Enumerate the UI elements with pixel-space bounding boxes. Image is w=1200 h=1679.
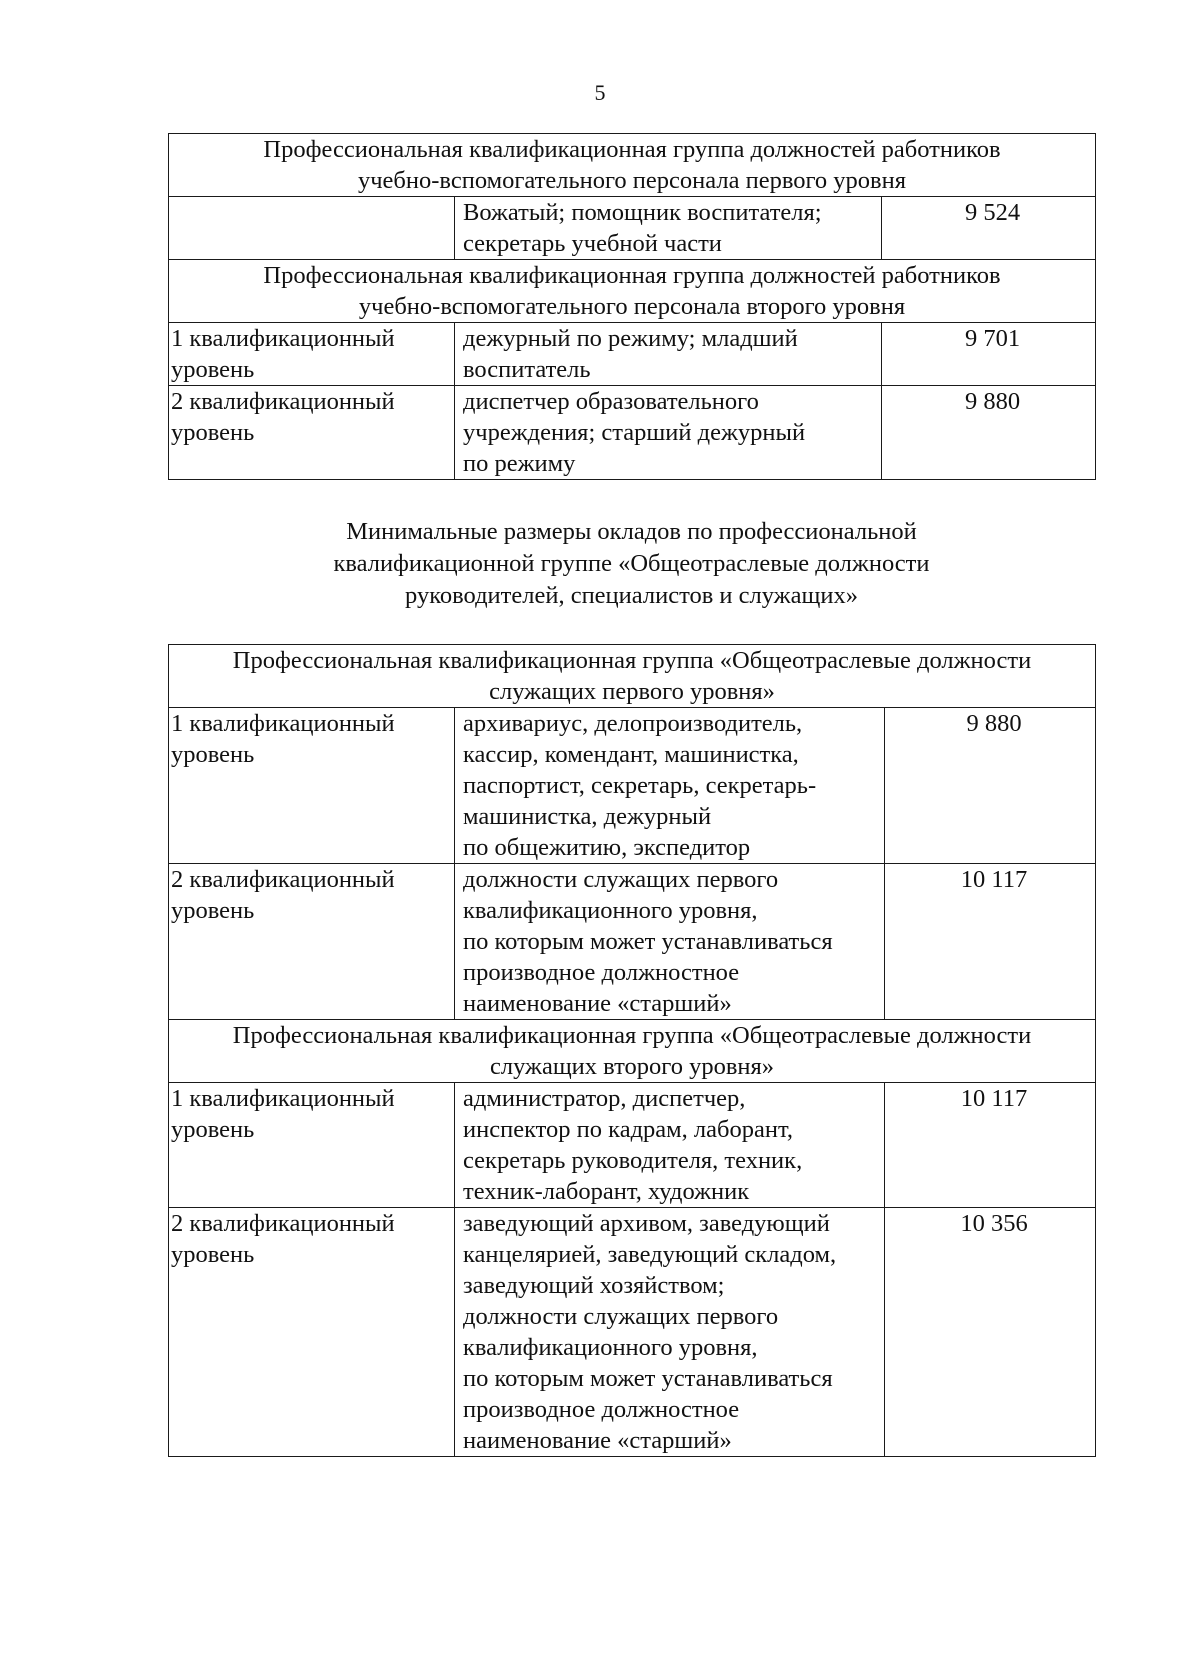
group-header-row [169, 134, 1096, 197]
level-cell: 2 квалификационный уровень [169, 864, 455, 1020]
group-header [169, 1020, 1096, 1083]
salary-cell: 10 117 [885, 864, 1096, 1020]
group-header-line: учебно-вспомогательного персонала второго уровня [358, 293, 906, 320]
salary-cell: 10 356 [885, 1208, 1096, 1457]
section-title-line: руководителей, специалистов и служащих» [405, 582, 858, 609]
positions-cell: дежурный по режиму; младший воспитатель [455, 323, 882, 386]
positions-cell: Вожатый; помощник воспитателя; секретарь учебной части [455, 197, 882, 260]
positions-cell: должности служащих первого квалификационного уровня, по которым может устанавливаться производное должностное наименование «старший» [455, 864, 885, 1020]
group-header [169, 645, 1096, 708]
group-header-row [169, 260, 1096, 323]
group-header-line: Профессиональная квалификационная группа «Общеотраслевые должности [232, 647, 1032, 674]
page-number: 5 [594, 80, 606, 105]
level-cell: 1 квалификационный уровень [169, 708, 455, 864]
level-cell: 2 квалификационный уровень [169, 1208, 455, 1457]
salary-cell: 9 524 [882, 197, 1096, 260]
salary-cell: 9 880 [885, 708, 1096, 864]
table-row [169, 1208, 1096, 1457]
positions-cell: диспетчер образовательного учреждения; старший дежурный по режиму [455, 386, 882, 480]
level-cell: 1 квалификационный уровень [169, 1083, 455, 1208]
table-row [169, 197, 1096, 260]
group-header-row [169, 645, 1096, 708]
section-title-line: Минимальные размеры окладов по профессиональной [346, 518, 917, 545]
section-title-line: квалификационной группе «Общеотраслевые должности [333, 550, 930, 577]
table-row [169, 864, 1096, 1020]
salary-table-general-positions [168, 644, 1096, 1457]
level-cell: 2 квалификационный уровень [169, 386, 455, 480]
group-header-line: служащих второго уровня» [489, 1053, 775, 1080]
salary-table-support-staff [168, 133, 1096, 480]
group-header-line: учебно-вспомогательного персонала первого уровня [357, 167, 906, 194]
level-cell [169, 197, 455, 260]
group-header-line: Профессиональная квалификационная группа должностей работников [263, 262, 1001, 289]
positions-cell: заведующий архивом, заведующий канцелярией, заведующий складом, заведующий хозяйством; должности служащих первого квалификационного уровня, по которым может устанавливаться производное должностное наименование «старший» [455, 1208, 885, 1457]
section-title [0, 516, 1200, 612]
level-cell: 1 квалификационный уровень [169, 323, 455, 386]
positions-cell: администратор, диспетчер, инспектор по кадрам, лаборант, секретарь руководителя, техник, техник-лаборант, художник [455, 1083, 885, 1208]
group-header [169, 134, 1096, 197]
salary-cell: 9 701 [882, 323, 1096, 386]
group-header-line: служащих первого уровня» [489, 678, 775, 705]
positions-cell: архивариус, делопроизводитель, кассир, комендант, машинистка, паспортист, секретарь, секретарь- машинистка, дежурный по общежитию, экспедитор [455, 708, 885, 864]
table-row [169, 1083, 1096, 1208]
salary-cell: 9 880 [882, 386, 1096, 480]
table-row [169, 323, 1096, 386]
group-header-row [169, 1020, 1096, 1083]
group-header-line: Профессиональная квалификационная группа должностей работников [263, 136, 1001, 163]
group-header-line: Профессиональная квалификационная группа «Общеотраслевые должности [232, 1022, 1032, 1049]
table-row [169, 708, 1096, 864]
group-header [169, 260, 1096, 323]
table-row [169, 386, 1096, 480]
salary-cell: 10 117 [885, 1083, 1096, 1208]
